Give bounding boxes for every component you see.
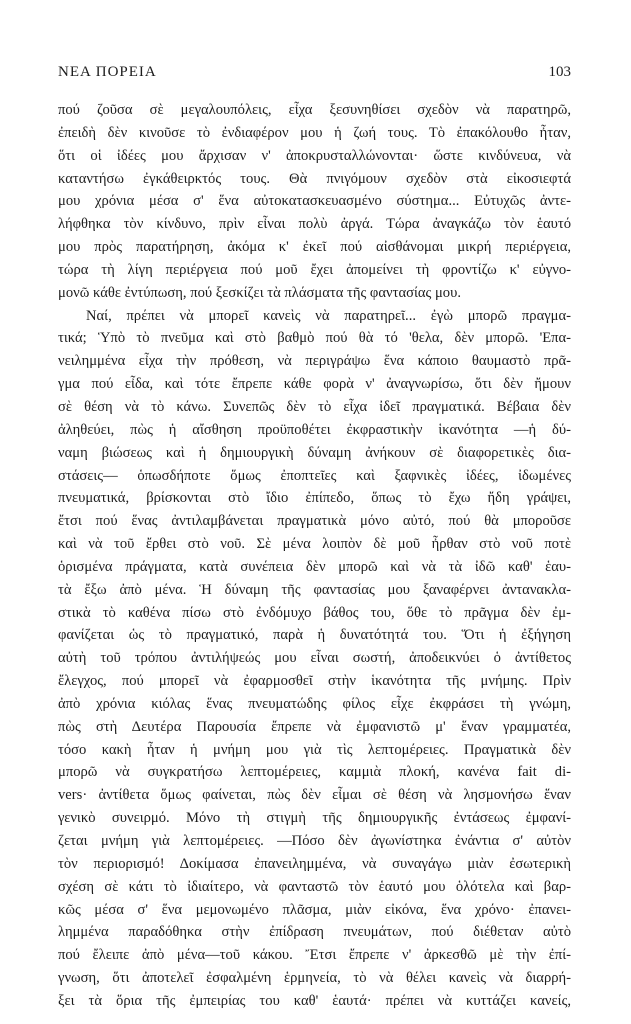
text-line: ἐπειδὴ δὲν κινοῦσε τὸ ἐνδιαφέρον μου ἡ ζωή τους. Τὸ ἐπακόλουθο ἦταν, (58, 124, 571, 141)
text-line: τὰ ἔξω ἀπὸ μένα. Ἡ δύναμη τῆς φαντασίας μου ξαναφέρνει ἀντανακλα- (58, 581, 571, 598)
body-text (58, 99, 571, 1013)
text-line: τὸν περιορισμό! Δοκίμασα ἐπανειλημμένα, νὰ συναγάγω μιὰν ἐσωτερικὴ (58, 855, 571, 872)
text-line: μονῶ κάθε ἐντύπωση, πού ξεσκίζει τὰ πλάσματα τῆς φαντασίας μου. (58, 284, 461, 301)
text-line: ἀληθεύει, πὼς ἡ αἴσθηση προϋποθέτει ἐκφραστικὴν ἱκανότητα —ἡ δύ- (58, 421, 571, 438)
page-number: 103 (548, 64, 571, 80)
text-line: ἔτσι πού ἕνας ἀντιλαμβάνεται πραγματικὰ μόνο αὐτό, πού θὰ μποροῦσε (58, 513, 571, 530)
text-line: λήφθηκα τὸν κίνδυνο, πρὶν εἶναι πολὺ ἀργά. Τώρα ἀναγκάζω τὸν ἑαυτό (58, 216, 571, 233)
text-line: πὼς στὴ Δευτέρα Παρουσία ἔπρεπε νὰ ἐμφανιστῶ μ' ἕναν γραμματέα, (58, 718, 571, 735)
text-line: πού ἔλειπε ἀπὸ μένα—τοῦ κάκου. Ἔτσι ἔπρεπε ν' ἀρκεσθῶ μὲ τὴν ἐπί- (58, 947, 571, 964)
text-line: Ναί, πρέπει νὰ μπορεῖ κανεὶς νὰ παρατηρεῖ... ἐγὼ μπορῶ πραγμα- (86, 307, 571, 324)
text-line: λημμένα παραδόθηκα στὴν ἐπίδραση πνευμάτων, πού διέθεταν αὐτὸ (58, 924, 571, 941)
text-line: τώρα τὴ λίγη περιέργεια πού μοῦ ἔχει ἀπομείνει τὴ φροντίζω κ' εὐγνο- (58, 261, 571, 278)
running-head (58, 64, 571, 86)
text-line: αὐτὴ τοῦ τρόπου ἀντιλήψεώς μου εἶναι σωστή, ἀποδεικνύει ὁ ἀντίθετος (58, 650, 571, 667)
text-line: πνευματικά, βρίσκονται στὸ ἴδιο ἐπίπεδο, ὅπως τὸ ἔχω ἤδη γράψει, (58, 490, 571, 507)
text-line: γνωση, ὅτι ἀποτελεῖ ἐσφαλμένη ἑρμηνεία, τὸ νὰ θέλει κανεὶς νὰ διαρρή- (58, 970, 571, 987)
text-line: νειλημμένα εἶχα τὴν πρόθεση, νὰ περιγράψω ἕνα κάποιο θαυμαστὸ πρᾶ- (58, 353, 571, 370)
text-line: στικὰ τὸ καθένα πίσω στὸ ἐνδόμυχο βάθος του, ὅθε τὸ πρᾶγμα δὲν ἐμ- (58, 604, 571, 621)
text-line: ξει τὰ ὅρια τῆς ἐμπειρίας του καθ' ἑαυτά· πρέπει νὰ κυττάζει κανείς, (58, 992, 571, 1009)
text-line: ζεται μνήμη γιὰ λεπτομέρειες. —Πόσο δὲν ἀγωνίστηκα ἐνάντια σ' αὐτὸν (58, 833, 571, 849)
text-line: μπορῶ νὰ συγκρατήσω λεπτομέρειες, καμμιὰ πλοκή, κανένα fait di- (58, 764, 571, 781)
text-line: σὲ θέση νὰ τὸ κάνω. Συνεπῶς δὲν τὸ εἶχα ἰδεῖ πραγματικά. Βέβαια δὲν (58, 398, 571, 415)
text-line: vers· ἀντίθετα ὅμως φαίνεται, πὼς δὲν εἶμαι σὲ θέση νὰ λησμονήσω ἕναν (58, 787, 571, 804)
text-line: ἔλεγχος, πού μπορεῖ νὰ ἐφαρμοσθεῖ στὴν ἱκανότητα τῆς μνήμης. Πρὶν (58, 673, 571, 690)
text-line: ἀπὸ χρόνια κιόλας ἕνας πνευματώδης φίλος εἶχε ἐκφράσει τὴ γνώμη, (58, 695, 571, 712)
text-line: τικά; Ὑπὸ τὸ πνεῦμα καὶ στὸ βαθμὸ πού θὰ τό 'θελα, δὲν μπορῶ. 'Επα- (58, 330, 571, 347)
text-line: κῶς μέσα σ' ἕνα μεμονωμένο πλᾶσμα, μιὰν εἰκόνα, ἕνα χρόνο· ἐπανει- (58, 901, 571, 918)
text-line: καταντήσω ἐγκάθειρκτός τους. Θὰ πνιγόμουν σχεδὸν στὰ εἰκοσιεφτά (58, 170, 571, 187)
text-line: καὶ νὰ τοῦ ἔρθει στὸ νοῦ. Σὲ μένα λοιπὸν δὲ μοῦ ἦρθαν στὸ νοῦ ποτὲ (58, 536, 571, 553)
text-line: μου χρόνια μέσα σ' ἕνα αὐτοκατασκευασμένο σύστημα... Εὐτυχῶς ἀντε- (58, 193, 571, 210)
text-line: γενικὸ συνειρμό. Μόνο τὴ στιγμὴ τῆς δημιουργικῆς ἐντάσεως ἐμφανί- (58, 810, 571, 827)
text-line: ναμη βιώσεως καὶ ἡ δημιουργικὴ δύναμη ἀνήκουν σὲ διαφορετικὲς δια- (58, 444, 571, 461)
text-line: μου πρὸς παρατήρηση, ἀκόμα κ' ἐκεῖ πού αἰσθάνομαι μικρή περιέργεια, (58, 239, 571, 256)
journal-title: ΝΕΑ ΠΟΡΕΙΑ (58, 64, 157, 80)
text-line: ὅτι οἱ ἰδέες μου ἄρχισαν ν' ἀποκρυσταλλώνονται· ὥστε κινδύνευα, νὰ (58, 147, 571, 164)
text-line: στάσεις— ὁπωσδήποτε ὅμως ἐποπτεῖες καὶ ξαφνικὲς ἰδέες, ἰδωμένες (58, 467, 571, 484)
text-line: τόσο κακὴ ἦταν ἡ μνήμη μου γιὰ τὶς λεπτομέρειες. Πραγματικὰ δὲν (58, 741, 571, 758)
text-line: ὁρισμένα πράγματα, κατὰ συνέπεια δὲν μπορῶ καὶ νὰ τὰ ἰδῶ καθ' ἑαυ- (58, 558, 571, 575)
text-line: γμα πού εἶδα, καὶ τότε ἔπρεπε κάθε φορὰ ν' ἀναγνωρίσω, ὅτι δὲν ἤμουν (58, 376, 571, 393)
text-line: πού ζοῦσα σὲ μεγαλουπόλεις, εἶχα ξεσυνηθίσει σχεδὸν νὰ παρατηρῶ, (58, 102, 571, 118)
text-line: φανίζεται ὡς τὸ πραγματικό, παρὰ ἡ δυνατότητά του. Ὅτι ἡ ἐξήγηση (58, 627, 571, 644)
text-line: σχέση σὲ κάτι τὸ ἰδιαίτερο, νὰ φανταστῶ τὸν ἑαυτό μου ὁλότελα καὶ βαρ- (58, 878, 571, 895)
